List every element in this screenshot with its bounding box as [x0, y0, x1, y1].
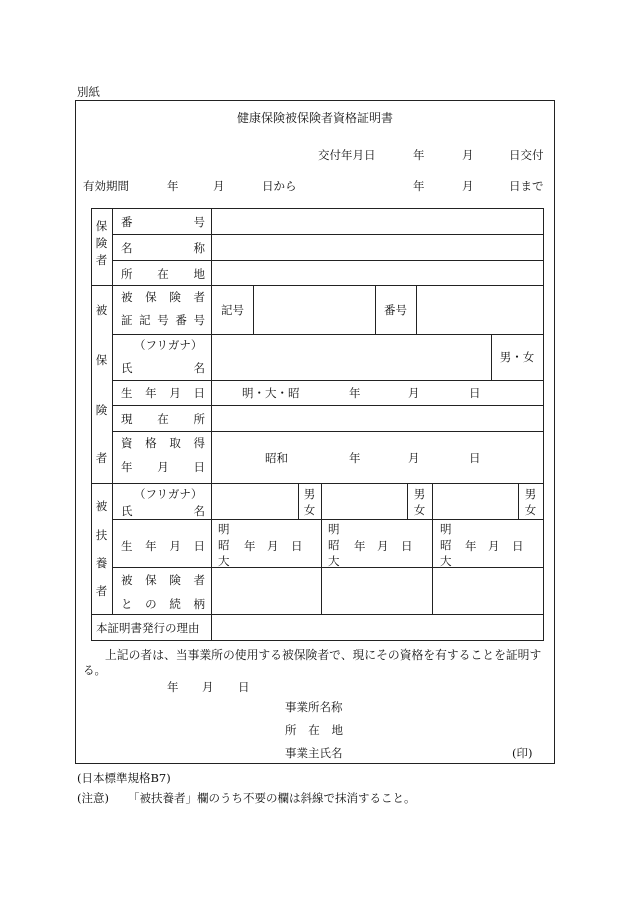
dependents-group-char-4: 者	[95, 584, 108, 598]
insured-birth-day: 日	[469, 386, 481, 400]
insured-sex-label: 男・女	[499, 350, 535, 364]
validity-from-year: 年	[167, 179, 179, 193]
standard-label: (日本標準規格B7)	[77, 771, 171, 785]
seal-mark: (印)	[512, 746, 533, 760]
dependents-group-char-1: 被	[95, 499, 108, 513]
qualification-era: 昭和	[265, 451, 288, 465]
dependents-group-char-3: 養	[95, 556, 108, 570]
dependent-3-sex: 男 女	[524, 487, 537, 517]
insured-birth-year: 年	[349, 386, 361, 400]
reason-label: 本証明書発行の理由	[96, 621, 200, 635]
owner-name-label: 事業主氏名	[285, 746, 343, 760]
dependent-1-day: 日	[291, 539, 303, 553]
qualification-month: 月	[408, 451, 420, 465]
validity-from-month: 月	[213, 179, 225, 193]
dependent-3-year: 年	[465, 539, 477, 553]
symbol-label: 記号	[221, 303, 244, 317]
validity-from-day: 日から	[262, 179, 297, 193]
insured-card-label-2: 証 記 号 番 号	[121, 313, 205, 327]
dependent-1-sex: 男 女	[303, 487, 316, 517]
insured-group-char-1: 被	[95, 303, 108, 317]
certify-text-1: 上記の者は、当事業所の使用する被保険者で、現にその資格を有することを証明す	[105, 648, 542, 662]
insured-birth-label: 生 年 月 日	[121, 386, 205, 400]
insurer-name-label: 名 称	[121, 241, 205, 255]
issue-date-label: 交付年月日	[318, 148, 376, 162]
insured-furigana-label: （フリガナ）	[134, 338, 203, 352]
certify-day: 日	[238, 680, 250, 694]
validity-label: 有効期間	[83, 179, 129, 193]
dependent-2-year: 年	[354, 539, 366, 553]
dependent-1-era: 明 昭 大	[218, 522, 230, 568]
dependent-2-era: 明 昭 大	[328, 522, 340, 568]
qualification-label-2: 年 月 日	[121, 460, 205, 474]
dependent-2-month: 月	[377, 539, 389, 553]
insurer-group-label: 保険者	[95, 219, 108, 267]
insured-card-label-1: 被 保 険 者	[121, 290, 205, 304]
dependents-birth-label: 生 年 月 日	[121, 539, 205, 553]
insurer-number-label: 番 号	[121, 215, 205, 229]
issue-month: 月	[462, 148, 474, 162]
certify-text-2: る。	[83, 663, 106, 677]
insured-address-label: 現 在 所	[121, 412, 205, 426]
dependent-2-day: 日	[401, 539, 413, 553]
validity-to-day: 日まで	[509, 179, 544, 193]
relation-label-2: と の 続 柄	[121, 597, 205, 611]
insured-group-char-2: 保	[95, 353, 108, 367]
certify-year: 年	[167, 680, 179, 694]
dependent-3-day: 日	[512, 539, 524, 553]
dependent-3-month: 月	[488, 539, 500, 553]
dependents-furigana-label: （フリガナ）	[134, 487, 203, 501]
insurer-address-label: 所 在 地	[121, 267, 205, 281]
dependents-name-label: 氏 名	[121, 504, 205, 518]
dependent-1-year: 年	[244, 539, 256, 553]
qualification-day: 日	[469, 451, 481, 465]
qualification-label-1: 資 格 取 得	[121, 436, 205, 450]
issue-day: 日交付	[509, 148, 544, 162]
dependent-1-month: 月	[267, 539, 279, 553]
insured-name-label: 氏 名	[121, 361, 205, 375]
certificate-frame	[75, 100, 555, 764]
dependent-2-sex: 男 女	[413, 487, 426, 517]
dependent-3-era: 明 昭 大	[440, 522, 452, 568]
validity-to-month: 月	[462, 179, 474, 193]
insured-group-char-4: 者	[95, 451, 108, 465]
insured-birth-month: 月	[408, 386, 420, 400]
certify-month: 月	[202, 680, 214, 694]
relation-label-1: 被 保 険 者	[121, 573, 205, 587]
dependents-group-char-2: 扶	[95, 528, 108, 542]
qualification-year: 年	[349, 451, 361, 465]
issue-year: 年	[413, 148, 425, 162]
attachment-label: 別紙	[77, 85, 100, 99]
note-label: (注意)	[77, 791, 109, 805]
note-text: 「被扶養者」欄のうち不要の欄は斜線で抹消すること。	[128, 791, 416, 805]
office-name-label: 事業所名称	[285, 700, 343, 714]
insured-group-char-3: 険	[95, 403, 108, 417]
page-title: 健康保険被保険者資格証明書	[236, 111, 393, 125]
office-address-label: 所 在 地	[285, 723, 343, 737]
validity-to-year: 年	[413, 179, 425, 193]
card-number-label: 番号	[384, 303, 407, 317]
insured-birth-era: 明・大・昭	[242, 386, 300, 400]
